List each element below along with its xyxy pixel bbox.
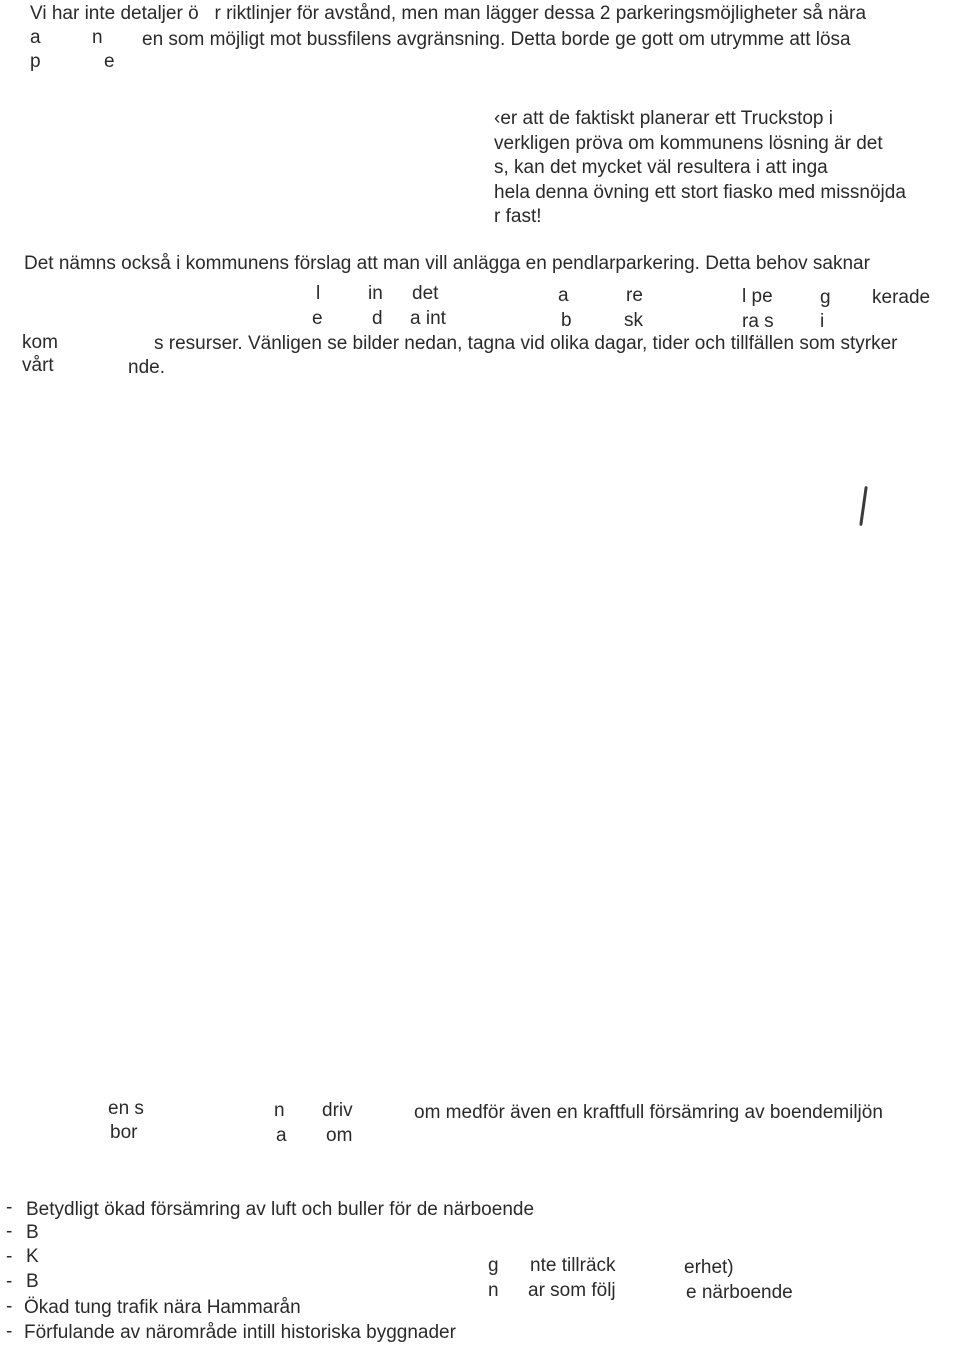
list-item-fragment: g xyxy=(488,1255,499,1276)
text-fragment: b xyxy=(561,310,572,331)
text-line: s resurser. Vänligen se bilder nedan, tagna vid olika dagar, tider och tillfällen som styrker xyxy=(154,333,898,354)
text-line: r fast! xyxy=(494,206,542,227)
list-item: B xyxy=(26,1271,39,1292)
list-item-fragment: erhet) xyxy=(684,1257,734,1278)
list-bullet: - xyxy=(6,1246,13,1267)
text-fragment: det xyxy=(412,283,439,304)
text-fragment: sk xyxy=(624,310,643,331)
text-fragment: a xyxy=(276,1125,287,1146)
list-item: K xyxy=(26,1246,39,1267)
list-bullet: - xyxy=(6,1197,13,1218)
text-fragment: g xyxy=(820,287,831,308)
text-fragment: nde. xyxy=(128,357,165,378)
text-fragment: l xyxy=(316,283,321,304)
text-line: hela denna övning ett stort fiasko med missnöjda xyxy=(494,182,906,203)
text-fragment: p xyxy=(30,51,41,72)
text-fragment: e xyxy=(104,51,115,72)
text-line: om medför även en kraftfull försämring av boendemiljön xyxy=(414,1102,883,1123)
list-item-fragment: nte tillräck xyxy=(530,1255,616,1276)
text-fragment: l pe xyxy=(742,286,773,307)
text-line: s, kan det mycket väl resultera i att inga xyxy=(494,157,828,178)
text-line: ‹er att de faktiskt planerar ett Truckstop i xyxy=(494,108,833,129)
text-fragment: vårt xyxy=(22,355,54,376)
list-bullet: - xyxy=(6,1221,13,1242)
text-fragment: kom xyxy=(22,332,58,353)
text-line: Det nämns också i kommunens förslag att man vill anlägga en pendlarparkering. Detta behov saknar xyxy=(24,253,870,274)
text-fragment: en s xyxy=(108,1098,144,1119)
text-fragment: e xyxy=(312,308,323,329)
text-fragment: bor xyxy=(110,1122,138,1143)
text-line: Vi har inte detaljer ö r riktlinjer för avstånd, men man lägger dessa 2 parkeringsmöjligheter så nära xyxy=(30,3,867,24)
text-fragment: a int xyxy=(410,308,446,329)
list-item: Förfulande av närområde intill historiska byggnader xyxy=(24,1322,456,1343)
text-line: en som möjligt mot bussfilens avgränsning. Detta borde ge gott om utrymme att lösa xyxy=(142,29,851,50)
list-item-fragment: e närboende xyxy=(686,1282,793,1303)
text-fragment: n xyxy=(92,27,103,48)
text-fragment: i xyxy=(820,311,825,332)
text-fragment: om xyxy=(326,1125,353,1146)
text-fragment: d xyxy=(372,308,383,329)
text-fragment: driv xyxy=(322,1100,353,1121)
text-line: verkligen pröva om kommunens lösning är det xyxy=(494,133,883,154)
text-fragment: re xyxy=(626,285,643,306)
list-bullet: - xyxy=(6,1296,13,1317)
text-fragment: ra s xyxy=(742,311,774,332)
list-item: Betydligt ökad försämring av luft och buller för de närboende xyxy=(26,1199,535,1220)
pen-mark xyxy=(859,486,868,526)
text-fragment: in xyxy=(368,283,383,304)
list-bullet: - xyxy=(6,1321,13,1342)
text-fragment: a xyxy=(558,285,569,306)
text-fragment: a xyxy=(30,27,41,48)
list-item: Ökad tung trafik nära Hammarån xyxy=(24,1297,301,1318)
list-item-fragment: n xyxy=(488,1280,499,1301)
text-fragment: kerade xyxy=(872,287,931,308)
list-bullet: - xyxy=(6,1271,13,1292)
list-item: B xyxy=(26,1222,39,1243)
text-fragment: n xyxy=(274,1100,285,1121)
list-item-fragment: ar som följ xyxy=(528,1280,616,1301)
